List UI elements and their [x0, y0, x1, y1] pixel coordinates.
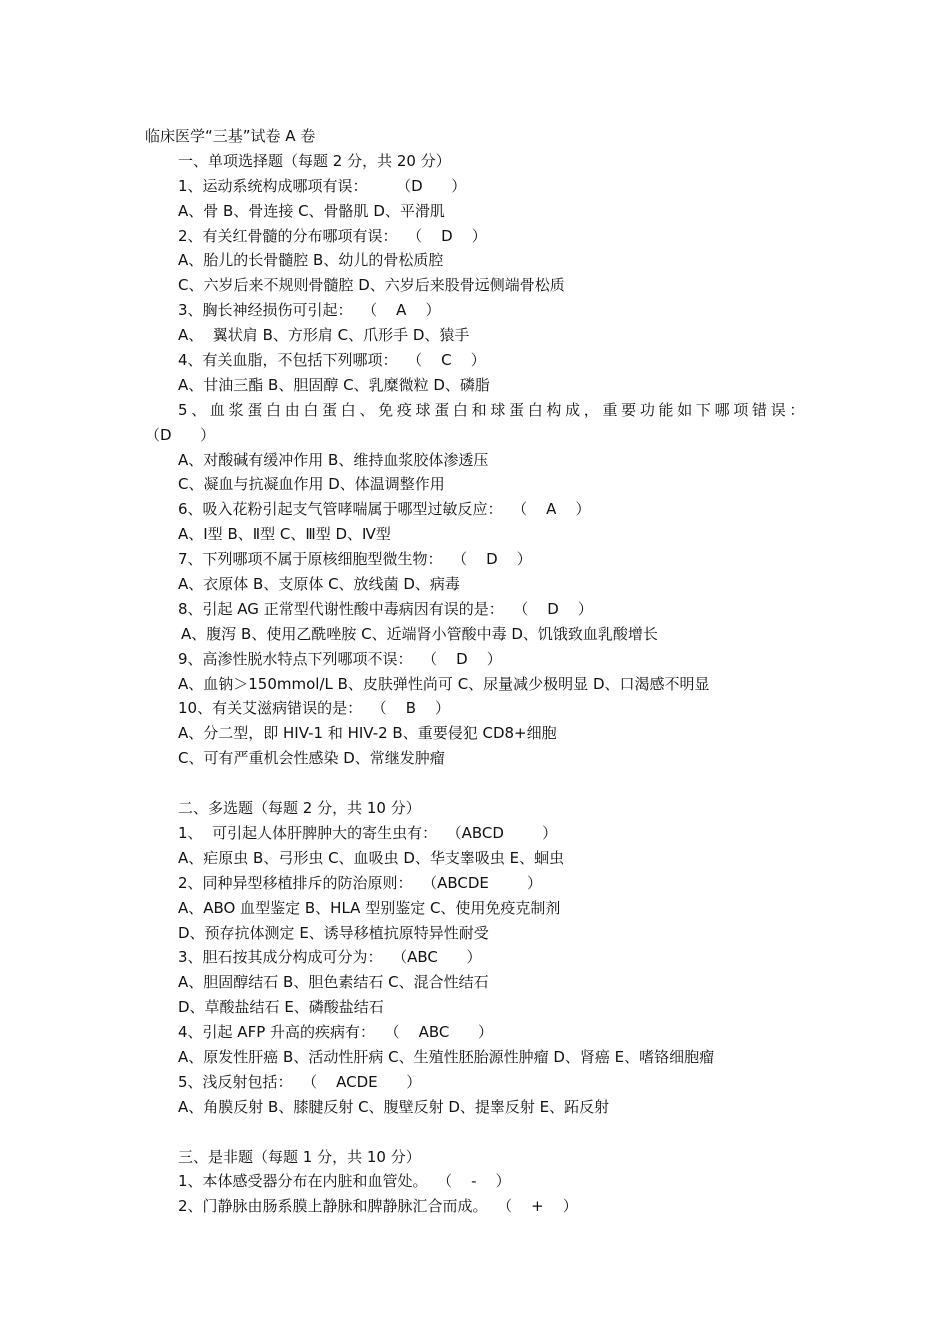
section-1-line: 3、胸长神经损伤可引起： （ A ）: [178, 301, 441, 320]
section-2-line: A、原发性肝癌 B、活动性肝病 C、生殖性胚胎源性肿瘤 D、肾癌 E、嗜铬细胞瘤: [178, 1047, 715, 1066]
section-1-line: 7、下列哪项不属于原核细胞型微生物： （ D ）: [178, 550, 532, 569]
section-1-line: A、对酸碱有缓冲作用 B、维持血浆胶体渗透压: [178, 450, 489, 469]
section-1-line: A、血钠＞150mmol/L B、皮肤弹性尚可 C、尿量减少极明显 D、口渴感不明显: [178, 674, 710, 693]
section-1-line: A、 翼状肩 B、方形肩 C、爪形手 D、猿手: [178, 326, 470, 345]
section-spacer: [145, 771, 805, 796]
section-3-line: 1、本体感受器分布在内脏和血管处。 （ - ）: [178, 1172, 511, 1191]
section-1-line: 6、吸入花粉引起支气管哮喘属于哪型过敏反应： （ A ）: [178, 500, 591, 519]
section-2-line: 4、引起 AFP 升高的疾病有： （ ABC ）: [178, 1023, 493, 1042]
section-2-line: 3、胆石按其成分构成可分为： （ABC ）: [178, 948, 482, 967]
section-2-heading: 二、多选题（每题 2 分，共 10 分）: [178, 799, 421, 818]
section-spacer: [145, 1120, 805, 1145]
section-1-line: A、骨 B、骨连接 C、骨骼肌 D、平滑肌: [178, 201, 445, 220]
section-2-line: 2、同种异型移植排斥的防治原则： （ABCDE ）: [178, 873, 543, 892]
section-1-line: 4、有关血脂，不包括下列哪项： （ C ）: [178, 351, 486, 370]
section-1-line: C、凝血与抗凝血作用 D、体温调整作用: [178, 475, 445, 494]
question-8-options: A、腹泻 B、使用乙酰唑胺 C、近端肾小管酸中毒 D、饥饿致血乳酸增长: [181, 624, 658, 643]
section-1-line: 9、高渗性脱水特点下列哪项不误： （ D ）: [178, 649, 502, 668]
section-2-line: D、预存抗体测定 E、诱导移植抗原特异性耐受: [178, 923, 489, 942]
section-1-line: A、甘油三酯 B、胆固醇 C、乳糜微粒 D、磷脂: [178, 375, 490, 394]
section-1-line: A、胎儿的长骨髓腔 B、幼儿的骨松质腔: [178, 251, 444, 270]
section-1-line: 2、有关红骨髓的分布哪项有误： （ D ）: [178, 226, 487, 245]
section-2-line: 1、 可引起人体肝脾肿大的寄生虫有： （ABCD ）: [178, 823, 558, 842]
section-1-heading: 一、单项选择题（每题 2 分，共 20 分）: [178, 151, 451, 170]
section-2-line: A、胆固醇结石 B、胆色素结石 C、混合性结石: [178, 973, 489, 992]
exam-document: [145, 124, 805, 1219]
question-5-stem: 5、血浆蛋白由白蛋白、免疫球蛋白和球蛋白构成，重要功能如下哪项错误：: [178, 400, 805, 419]
section-2-line: D、草酸盐结石 E、磷酸盐结石: [178, 998, 384, 1017]
question-5-answer: （D ）: [145, 425, 216, 444]
section-1-line: A、分二型，即 HIV-1 和 HIV-2 B、重要侵犯 CD8+细胞: [178, 724, 557, 743]
section-3-line: 2、门静脉由肠系膜上静脉和脾静脉汇合而成。 （ + ）: [178, 1197, 578, 1216]
section-1-line: A、衣原体 B、支原体 C、放线菌 D、病毒: [178, 575, 460, 594]
section-2-line: A、疟原虫 B、弓形虫 C、血吸虫 D、华支睾吸虫 E、蛔虫: [178, 848, 565, 867]
section-2-line: A、角膜反射 B、膝腱反射 C、腹壁反射 D、提睾反射 E、跖反射: [178, 1097, 610, 1116]
section-1-line: 10、有关艾滋病错误的是： （ B ）: [178, 699, 451, 718]
section-2-line: 5、浅反射包括： （ ACDE ）: [178, 1072, 422, 1091]
section-1-line: 1、运动系统构成哪项有误： （D ）: [178, 176, 467, 195]
section-1-line: C、六岁后来不规则骨髓腔 D、六岁后来股骨远侧端骨松质: [178, 276, 565, 295]
section-1-line: A、Ⅰ型 B、Ⅱ型 C、Ⅲ型 D、Ⅳ型: [178, 525, 391, 544]
section-2-line: A、ABO 血型鉴定 B、HLA 型别鉴定 C、使用免疫克制剂: [178, 898, 561, 917]
section-1-line: 8、引起 AG 正常型代谢性酸中毒病因有误的是： （ D ）: [178, 599, 593, 618]
section-1-line: C、可有严重机会性感染 D、常继发肿瘤: [178, 749, 445, 768]
exam-title: 临床医学“三基”试卷 A 卷: [145, 127, 316, 145]
section-3-heading: 三、是非题（每题 1 分，共 10 分）: [178, 1147, 421, 1166]
